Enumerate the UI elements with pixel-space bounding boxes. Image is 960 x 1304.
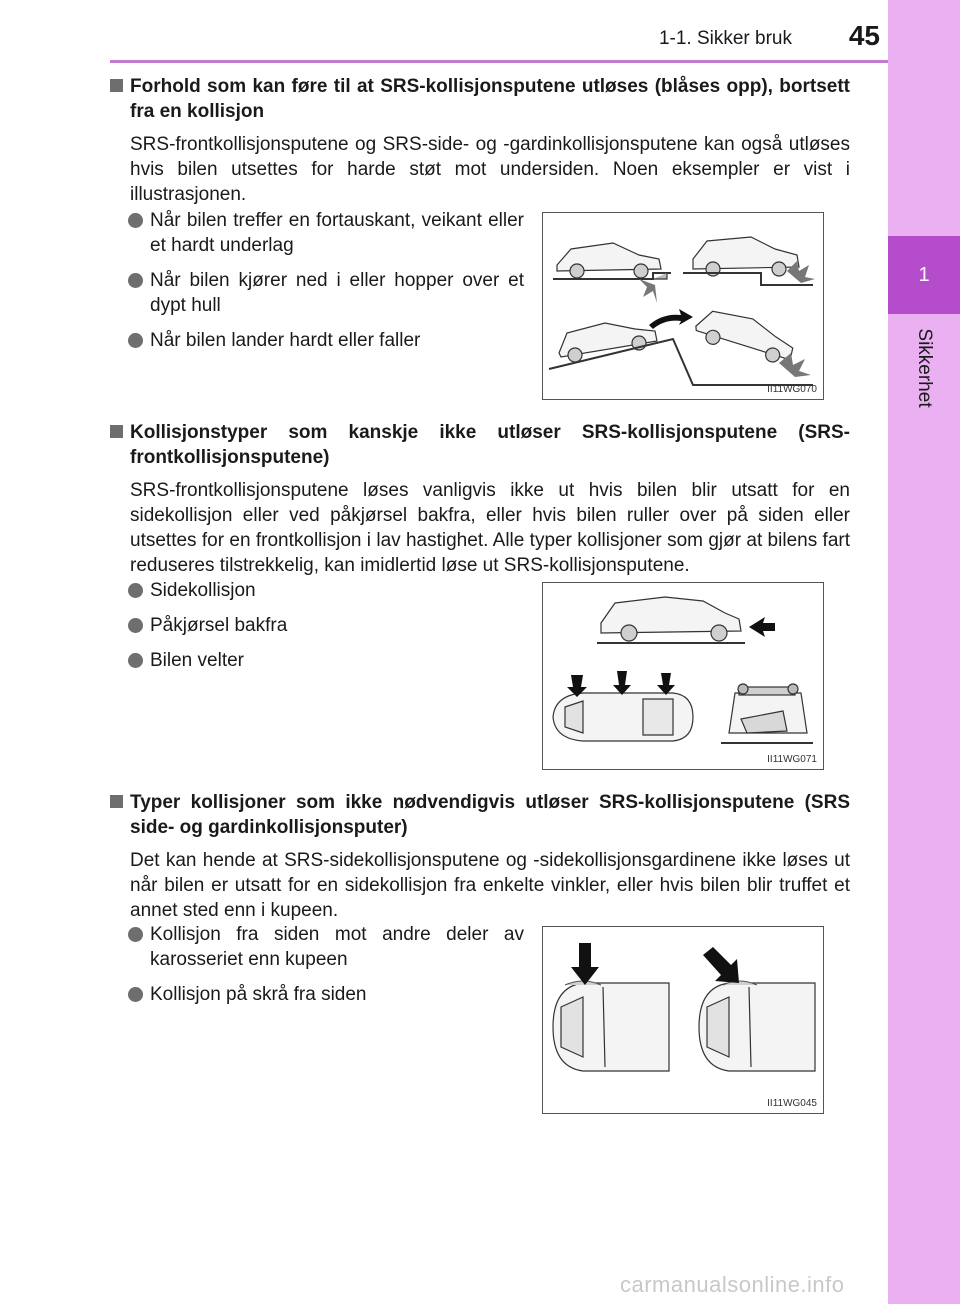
figure-code: II11WG071 [767,754,817,765]
figure-side-rear-rollover [542,582,824,770]
car-side-impact-illustration [543,927,823,1113]
list-item: Påkjørsel bakfra [128,613,524,638]
section-paragraph: SRS-frontkollisjonsputene løses vanligvis ikke ut hvis bilen blir utsatt for en sidekollisjon eller ved påkjørsel bakfra, eller hvis bilen ruller over på siden eller utsettes for en frontkollisjon i lav hastighet. Alle typer kollisjoner som gjør at bilens fart reduseres tilstrekkelig, kan imidlertid løse ut SRS-kollisjonsputene. [130,480,850,576]
section-no-frontal-deploy [110,420,850,578]
circle-bullet-icon [128,653,143,668]
page-number: 45 [848,20,880,51]
figure-underbody-impact [542,212,824,400]
list-item: Sidekollisjon [128,578,524,603]
running-header-section: 1-1. Sikker bruk [658,28,792,49]
circle-bullet-icon [128,213,143,228]
square-bullet-icon [110,79,123,92]
car-collision-types-illustration [543,583,823,769]
section-paragraph: SRS-frontkollisjonsputene og SRS-side- og -gardinkollisjonsputene kan også utløses hvis bilen utsettes for harde støt mot undersiden. Noen eksempler er vist i illustrasjonen. [130,134,850,205]
list-item: Når bilen treffer en fortauskant, veikant eller et hardt underlag [128,208,524,258]
circle-bullet-icon [128,927,143,942]
chapter-tab [888,0,960,1304]
watermark: carmanualsonline.info [620,1272,845,1297]
bullet-list [128,922,524,1017]
section-heading: Forhold som kan føre til at SRS-kollisjonsputene utløses (blåses opp), bortsett fra en kollisjon [110,74,850,124]
list-item: Bilen velter [128,648,524,673]
section-paragraph: Det kan hende at SRS-sidekollisjonsputene og -sidekollisjonsgardinene ikke løses ut når bilen er utsatt for en sidekollisjon fra enkelte vinkler, eller hvis bilen blir truffet et annet sted enn i kupeen. [130,850,850,921]
circle-bullet-icon [128,987,143,1002]
figure-side-angle [542,926,824,1114]
bullet-list [128,578,524,683]
circle-bullet-icon [128,583,143,598]
list-item: Når bilen lander hardt eller faller [128,328,524,353]
section-no-side-deploy [110,790,850,923]
list-item: Kollisjon på skrå fra siden [128,982,524,1007]
car-impact-illustration [543,213,823,399]
section-underbody-impact [110,74,850,207]
list-item: Kollisjon fra siden mot andre deler av karosseriet enn kupeen [128,922,524,972]
square-bullet-icon [110,795,123,808]
square-bullet-icon [110,425,123,438]
section-heading: Typer kollisjoner som ikke nødvendigvis utløser SRS-kollisjonsputene (SRS side- og gardinkollisjonsputer) [110,790,850,840]
chapter-label: Sikkerhet [914,328,935,408]
section-heading: Kollisjonstyper som kanskje ikke utløser SRS-kollisjonsputene (SRS-frontkollisjonsputene) [110,420,850,470]
circle-bullet-icon [128,618,143,633]
chapter-number: 1 [888,236,960,314]
circle-bullet-icon [128,273,143,288]
figure-code: II11WG045 [767,1098,817,1109]
list-item: Når bilen kjører ned i eller hopper over et dypt hull [128,268,524,318]
header-rule [110,60,888,63]
bullet-list [128,208,524,363]
figure-code: II11WG070 [767,384,817,395]
circle-bullet-icon [128,333,143,348]
